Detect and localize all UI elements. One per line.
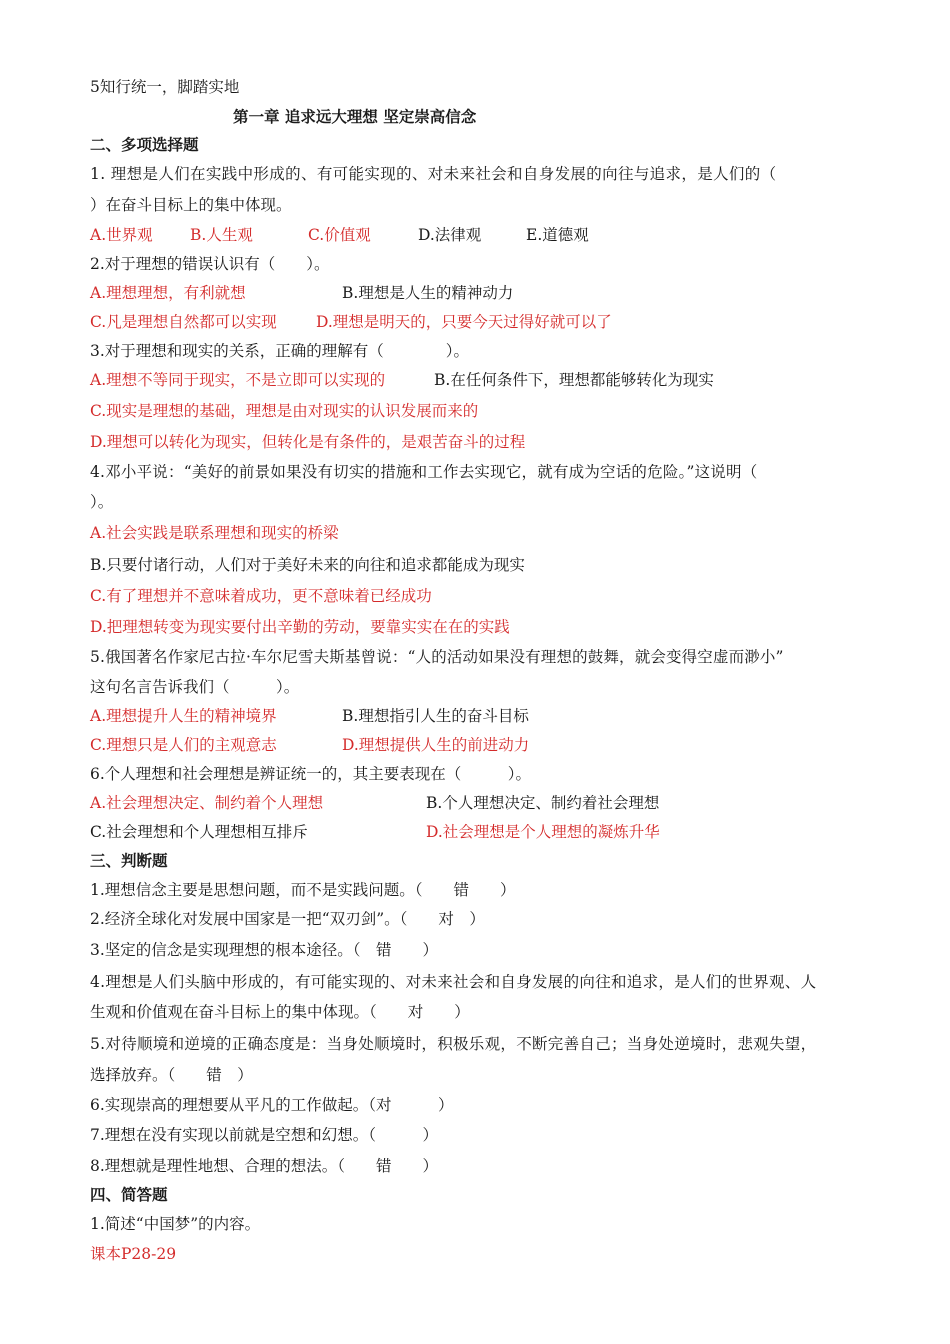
q2-option-c: C.凡是理想自然都可以实现 xyxy=(90,313,277,331)
short-answer-question-1: 1.简述“中国梦”的内容。 xyxy=(90,1215,261,1233)
q1-option-e: E.道德观 xyxy=(526,226,589,244)
q5-option-c: C.理想只是人们的主观意志 xyxy=(90,736,277,754)
question-3: 3.对于理想和现实的关系，正确的理解有（ ）。 xyxy=(90,342,470,360)
short-answer-1-answer: 课本P28-29 xyxy=(90,1245,177,1263)
tf-item-5-line-2: 选择放弃。（ 错 ） xyxy=(90,1066,253,1084)
chapter-title: 第一章 追求远大理想 坚定崇高信念 xyxy=(233,107,477,126)
question-2: 2.对于理想的错误认识有（ ）。 xyxy=(90,255,330,273)
q6-option-d: D.社会理想是个人理想的凝炼升华 xyxy=(426,823,660,841)
question-1-line-1: 1. 理想是人们在实践中形成的、有可能实现的、对未来社会和自身发展的向往与追求，是人们的（ xyxy=(90,165,777,183)
q5-option-b: B.理想指引人生的奋斗目标 xyxy=(342,707,529,725)
q2-option-d: D.理想是明天的，只要今天过得好就可以了 xyxy=(316,313,612,331)
tf-item-5-line-1: 5.对待顺境和逆境的正确态度是：当身处顺境时，积极乐观，不断完善自己；当身处逆境时，悲观失望， xyxy=(90,1035,817,1053)
top-line: 5知行统一，脚踏实地 xyxy=(90,78,240,96)
tf-item-3: 3.坚定的信念是实现理想的根本途径。（ 错 ） xyxy=(90,941,439,959)
tf-item-6: 6.实现崇高的理想要从平凡的工作做起。（对 ） xyxy=(90,1096,454,1114)
tf-item-4-line-1: 4.理想是人们头脑中形成的，有可能实现的、对未来社会和自身发展的向往和追求，是人们的世界观、人 xyxy=(90,973,817,991)
question-1-line-2: ）在奋斗目标上的集中体现。 xyxy=(90,196,292,214)
q1-option-d: D.法律观 xyxy=(418,226,482,244)
q4-option-c: C.有了理想并不意味着成功，更不意味着已经成功 xyxy=(90,587,432,605)
question-4-line-2: ）。 xyxy=(90,493,114,511)
q5-option-a: A.理想提升人生的精神境界 xyxy=(90,707,277,725)
q3-option-b: B.在任何条件下，理想都能够转化为现实 xyxy=(434,371,714,389)
q1-option-a: A.世界观 xyxy=(90,226,153,244)
section-heading-short-answer: 四、简答题 xyxy=(90,1185,168,1204)
q3-option-d: D.理想可以转化为现实，但转化是有条件的，是艰苦奋斗的过程 xyxy=(90,433,526,451)
q3-option-a: A.理想不等同于现实，不是立即可以实现的 xyxy=(90,371,386,389)
q4-option-a: A.社会实践是联系理想和现实的桥梁 xyxy=(90,524,339,542)
tf-item-4-line-2: 生观和价值观在奋斗目标上的集中体现。（ 对 ） xyxy=(90,1003,470,1021)
question-5-line-1: 5.俄国著名作家尼古拉·车尔尼雪夫斯基曾说：“人的活动如果没有理想的鼓舞，就会变得空虚而渺小” xyxy=(90,648,784,666)
question-6: 6.个人理想和社会理想是辨证统一的，其主要表现在（ ）。 xyxy=(90,765,532,783)
tf-item-1: 1.理想信念主要是思想问题，而不是实践问题。（ 错 ） xyxy=(90,881,516,899)
section-heading-multiple-choice: 二、多项选择题 xyxy=(90,135,199,154)
q4-option-b: B.只要付诸行动，人们对于美好未来的向往和追求都能成为现实 xyxy=(90,556,525,574)
q1-option-c: C.价值观 xyxy=(308,226,371,244)
section-heading-true-false: 三、判断题 xyxy=(90,851,168,870)
q5-option-d: D.理想提供人生的前进动力 xyxy=(342,736,530,754)
q6-option-b: B.个人理想决定、制约着社会理想 xyxy=(426,794,660,812)
tf-item-8: 8.理想就是理性地想、合理的想法。（ 错 ） xyxy=(90,1157,439,1175)
q6-option-a: A.社会理想决定、制约着个人理想 xyxy=(90,794,324,812)
tf-item-2: 2.经济全球化对发展中国家是一把“双刃剑”。（ 对 ） xyxy=(90,910,485,928)
q1-option-b: B.人生观 xyxy=(190,226,253,244)
q2-option-a: A.理想理想，有利就想 xyxy=(90,284,246,302)
question-4-line-1: 4.邓小平说：“美好的前景如果没有切实的措施和工作去实现它，就有成为空话的危险。”这说明（ xyxy=(90,463,758,481)
q4-option-d: D.把理想转变为现实要付出辛勤的劳动，要靠实实在在的实践 xyxy=(90,618,510,636)
q3-option-c: C.现实是理想的基础，理想是由对现实的认识发展而来的 xyxy=(90,402,479,420)
question-5-line-2: 这句名言告诉我们（ ）。 xyxy=(90,678,300,696)
tf-item-7: 7.理想在没有实现以前就是空想和幻想。（ ） xyxy=(90,1126,439,1144)
q2-option-b: B.理想是人生的精神动力 xyxy=(342,284,514,302)
q6-option-c: C.社会理想和个人理想相互排斥 xyxy=(90,823,308,841)
